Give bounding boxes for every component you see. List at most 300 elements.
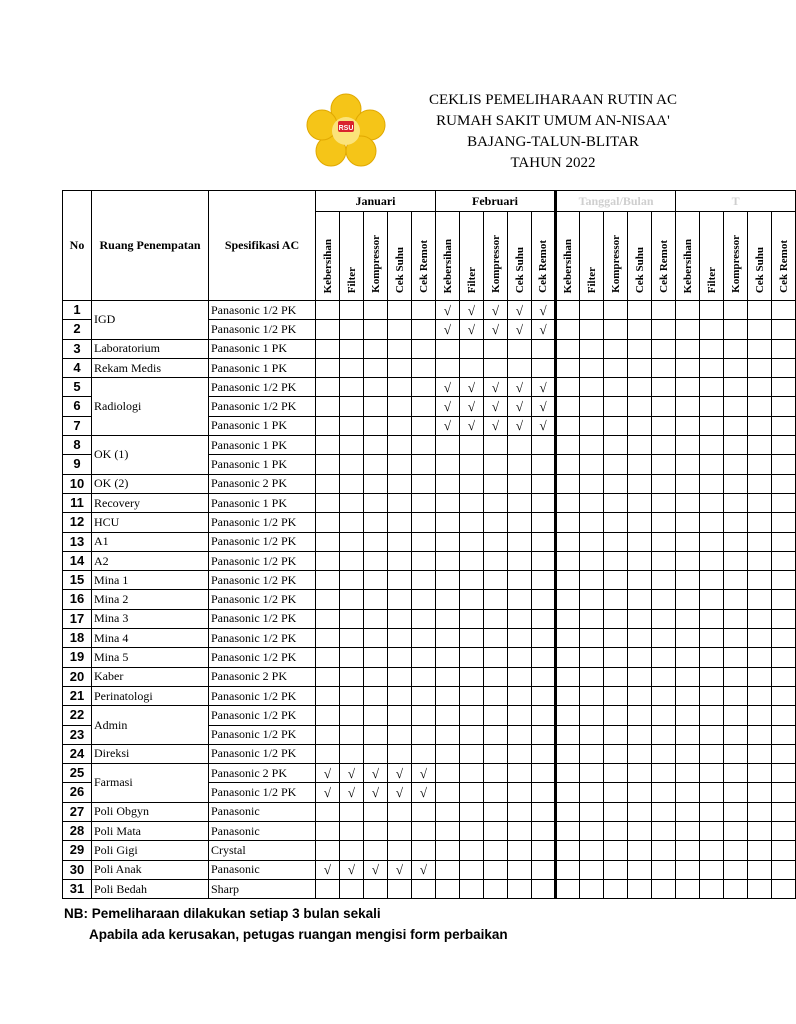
check-cell[interactable]: √	[388, 783, 412, 802]
check-cell[interactable]	[340, 706, 364, 725]
check-cell[interactable]	[604, 513, 628, 532]
check-cell[interactable]	[316, 725, 340, 744]
check-cell[interactable]: √	[412, 860, 436, 879]
check-cell[interactable]	[460, 629, 484, 648]
check-cell[interactable]	[316, 378, 340, 397]
check-cell[interactable]	[652, 416, 676, 435]
check-cell[interactable]	[484, 686, 508, 705]
check-cell[interactable]	[724, 841, 748, 860]
check-cell[interactable]	[508, 725, 532, 744]
check-cell[interactable]	[724, 744, 748, 763]
check-cell[interactable]	[580, 629, 604, 648]
check-cell[interactable]	[628, 725, 652, 744]
check-cell[interactable]	[628, 744, 652, 763]
check-cell[interactable]	[628, 551, 652, 570]
check-cell[interactable]	[508, 609, 532, 628]
check-cell[interactable]	[772, 879, 796, 898]
check-cell[interactable]	[508, 822, 532, 841]
check-cell[interactable]	[556, 822, 580, 841]
check-cell[interactable]: √	[532, 301, 556, 320]
check-cell[interactable]: √	[340, 783, 364, 802]
check-cell[interactable]	[340, 686, 364, 705]
check-cell[interactable]: √	[508, 397, 532, 416]
check-cell[interactable]	[604, 493, 628, 512]
check-cell[interactable]	[508, 474, 532, 493]
check-cell[interactable]	[556, 686, 580, 705]
check-cell[interactable]	[724, 301, 748, 320]
check-cell[interactable]	[460, 474, 484, 493]
check-cell[interactable]	[772, 436, 796, 455]
check-cell[interactable]	[724, 725, 748, 744]
check-cell[interactable]	[700, 513, 724, 532]
check-cell[interactable]	[316, 802, 340, 821]
check-cell[interactable]	[412, 455, 436, 474]
check-cell[interactable]	[580, 301, 604, 320]
check-cell[interactable]	[532, 841, 556, 860]
check-cell[interactable]	[556, 320, 580, 339]
check-cell[interactable]	[772, 706, 796, 725]
check-cell[interactable]	[436, 436, 460, 455]
check-cell[interactable]	[748, 513, 772, 532]
check-cell[interactable]	[748, 301, 772, 320]
check-cell[interactable]	[772, 667, 796, 686]
check-cell[interactable]	[700, 571, 724, 590]
check-cell[interactable]	[724, 551, 748, 570]
check-cell[interactable]	[436, 571, 460, 590]
check-cell[interactable]	[412, 474, 436, 493]
check-cell[interactable]	[604, 532, 628, 551]
check-cell[interactable]	[436, 455, 460, 474]
check-cell[interactable]	[676, 609, 700, 628]
check-cell[interactable]	[772, 686, 796, 705]
check-cell[interactable]	[316, 571, 340, 590]
check-cell[interactable]	[604, 339, 628, 358]
check-cell[interactable]	[340, 822, 364, 841]
check-cell[interactable]	[412, 378, 436, 397]
check-cell[interactable]	[316, 551, 340, 570]
check-cell[interactable]	[676, 686, 700, 705]
check-cell[interactable]	[484, 667, 508, 686]
check-cell[interactable]	[676, 648, 700, 667]
check-cell[interactable]	[556, 358, 580, 377]
check-cell[interactable]	[556, 725, 580, 744]
check-cell[interactable]	[748, 744, 772, 763]
check-cell[interactable]	[316, 493, 340, 512]
check-cell[interactable]	[340, 725, 364, 744]
check-cell[interactable]	[436, 725, 460, 744]
check-cell[interactable]	[652, 802, 676, 821]
check-cell[interactable]	[460, 648, 484, 667]
check-cell[interactable]	[388, 513, 412, 532]
check-cell[interactable]	[388, 629, 412, 648]
check-cell[interactable]	[364, 802, 388, 821]
check-cell[interactable]	[604, 455, 628, 474]
check-cell[interactable]	[484, 648, 508, 667]
check-cell[interactable]	[316, 301, 340, 320]
check-cell[interactable]	[652, 571, 676, 590]
check-cell[interactable]	[460, 783, 484, 802]
check-cell[interactable]	[532, 860, 556, 879]
check-cell[interactable]	[556, 879, 580, 898]
check-cell[interactable]	[700, 416, 724, 435]
check-cell[interactable]	[700, 744, 724, 763]
check-cell[interactable]	[724, 783, 748, 802]
check-cell[interactable]	[604, 378, 628, 397]
check-cell[interactable]	[532, 532, 556, 551]
check-cell[interactable]	[724, 378, 748, 397]
check-cell[interactable]	[580, 436, 604, 455]
check-cell[interactable]	[364, 320, 388, 339]
check-cell[interactable]	[628, 590, 652, 609]
check-cell[interactable]	[412, 339, 436, 358]
check-cell[interactable]	[508, 802, 532, 821]
check-cell[interactable]	[556, 532, 580, 551]
check-cell[interactable]	[748, 571, 772, 590]
check-cell[interactable]	[676, 397, 700, 416]
check-cell[interactable]	[532, 706, 556, 725]
check-cell[interactable]	[628, 841, 652, 860]
check-cell[interactable]	[652, 455, 676, 474]
check-cell[interactable]	[388, 416, 412, 435]
check-cell[interactable]	[556, 551, 580, 570]
check-cell[interactable]: √	[484, 301, 508, 320]
check-cell[interactable]	[412, 744, 436, 763]
check-cell[interactable]	[580, 706, 604, 725]
check-cell[interactable]	[724, 802, 748, 821]
check-cell[interactable]	[580, 590, 604, 609]
check-cell[interactable]	[700, 378, 724, 397]
check-cell[interactable]	[364, 841, 388, 860]
check-cell[interactable]	[436, 822, 460, 841]
check-cell[interactable]	[580, 358, 604, 377]
check-cell[interactable]	[724, 571, 748, 590]
check-cell[interactable]	[508, 648, 532, 667]
check-cell[interactable]	[436, 706, 460, 725]
check-cell[interactable]	[604, 629, 628, 648]
check-cell[interactable]	[484, 455, 508, 474]
check-cell[interactable]	[484, 571, 508, 590]
check-cell[interactable]	[580, 860, 604, 879]
check-cell[interactable]	[556, 802, 580, 821]
check-cell[interactable]	[604, 590, 628, 609]
check-cell[interactable]	[748, 648, 772, 667]
check-cell[interactable]	[700, 301, 724, 320]
check-cell[interactable]	[772, 416, 796, 435]
check-cell[interactable]	[364, 358, 388, 377]
check-cell[interactable]	[388, 397, 412, 416]
check-cell[interactable]	[748, 397, 772, 416]
check-cell[interactable]	[676, 320, 700, 339]
check-cell[interactable]	[652, 551, 676, 570]
check-cell[interactable]	[484, 841, 508, 860]
check-cell[interactable]	[532, 629, 556, 648]
check-cell[interactable]: √	[436, 397, 460, 416]
check-cell[interactable]	[316, 339, 340, 358]
check-cell[interactable]	[628, 822, 652, 841]
check-cell[interactable]: √	[436, 320, 460, 339]
check-cell[interactable]	[412, 609, 436, 628]
check-cell[interactable]	[604, 686, 628, 705]
check-cell[interactable]	[724, 513, 748, 532]
check-cell[interactable]	[460, 841, 484, 860]
check-cell[interactable]	[412, 802, 436, 821]
check-cell[interactable]	[436, 339, 460, 358]
check-cell[interactable]: √	[316, 764, 340, 783]
check-cell[interactable]	[772, 474, 796, 493]
check-cell[interactable]	[748, 358, 772, 377]
check-cell[interactable]	[316, 879, 340, 898]
check-cell[interactable]	[340, 667, 364, 686]
check-cell[interactable]	[460, 532, 484, 551]
check-cell[interactable]	[364, 629, 388, 648]
check-cell[interactable]	[652, 879, 676, 898]
check-cell[interactable]	[604, 841, 628, 860]
check-cell[interactable]	[652, 822, 676, 841]
check-cell[interactable]	[436, 841, 460, 860]
check-cell[interactable]	[724, 320, 748, 339]
check-cell[interactable]: √	[460, 416, 484, 435]
check-cell[interactable]	[316, 436, 340, 455]
check-cell[interactable]	[652, 532, 676, 551]
check-cell[interactable]	[532, 436, 556, 455]
check-cell[interactable]	[316, 648, 340, 667]
check-cell[interactable]	[532, 551, 556, 570]
check-cell[interactable]	[604, 744, 628, 763]
check-cell[interactable]	[772, 513, 796, 532]
check-cell[interactable]	[436, 860, 460, 879]
check-cell[interactable]	[748, 802, 772, 821]
check-cell[interactable]	[532, 744, 556, 763]
check-cell[interactable]	[460, 764, 484, 783]
check-cell[interactable]	[604, 416, 628, 435]
check-cell[interactable]	[772, 822, 796, 841]
check-cell[interactable]	[316, 706, 340, 725]
check-cell[interactable]: √	[436, 301, 460, 320]
check-cell[interactable]	[748, 493, 772, 512]
check-cell[interactable]	[676, 339, 700, 358]
check-cell[interactable]	[652, 764, 676, 783]
check-cell[interactable]	[388, 822, 412, 841]
check-cell[interactable]	[364, 686, 388, 705]
check-cell[interactable]: √	[532, 416, 556, 435]
check-cell[interactable]	[364, 339, 388, 358]
check-cell[interactable]	[676, 513, 700, 532]
check-cell[interactable]	[700, 532, 724, 551]
check-cell[interactable]	[748, 686, 772, 705]
check-cell[interactable]	[676, 416, 700, 435]
check-cell[interactable]	[724, 339, 748, 358]
check-cell[interactable]	[388, 532, 412, 551]
check-cell[interactable]: √	[532, 397, 556, 416]
check-cell[interactable]	[508, 841, 532, 860]
check-cell[interactable]	[508, 571, 532, 590]
check-cell[interactable]	[364, 474, 388, 493]
check-cell[interactable]	[436, 783, 460, 802]
check-cell[interactable]	[628, 416, 652, 435]
check-cell[interactable]	[532, 686, 556, 705]
check-cell[interactable]	[532, 571, 556, 590]
check-cell[interactable]	[316, 667, 340, 686]
check-cell[interactable]	[460, 339, 484, 358]
check-cell[interactable]	[556, 416, 580, 435]
check-cell[interactable]	[484, 436, 508, 455]
check-cell[interactable]	[364, 706, 388, 725]
check-cell[interactable]	[700, 436, 724, 455]
check-cell[interactable]	[532, 455, 556, 474]
check-cell[interactable]	[724, 455, 748, 474]
check-cell[interactable]	[700, 783, 724, 802]
check-cell[interactable]	[724, 764, 748, 783]
check-cell[interactable]	[676, 301, 700, 320]
check-cell[interactable]	[676, 706, 700, 725]
check-cell[interactable]	[580, 725, 604, 744]
check-cell[interactable]	[676, 783, 700, 802]
check-cell[interactable]	[724, 416, 748, 435]
check-cell[interactable]	[388, 725, 412, 744]
check-cell[interactable]	[460, 860, 484, 879]
check-cell[interactable]	[700, 609, 724, 628]
check-cell[interactable]: √	[508, 320, 532, 339]
check-cell[interactable]	[532, 764, 556, 783]
check-cell[interactable]	[676, 590, 700, 609]
check-cell[interactable]	[676, 822, 700, 841]
check-cell[interactable]	[340, 629, 364, 648]
check-cell[interactable]	[316, 609, 340, 628]
check-cell[interactable]	[580, 378, 604, 397]
check-cell[interactable]	[604, 860, 628, 879]
check-cell[interactable]	[484, 609, 508, 628]
check-cell[interactable]	[580, 802, 604, 821]
check-cell[interactable]	[460, 744, 484, 763]
check-cell[interactable]	[580, 532, 604, 551]
check-cell[interactable]	[628, 378, 652, 397]
check-cell[interactable]	[628, 667, 652, 686]
check-cell[interactable]	[772, 551, 796, 570]
check-cell[interactable]	[724, 609, 748, 628]
check-cell[interactable]	[460, 493, 484, 512]
check-cell[interactable]	[340, 397, 364, 416]
check-cell[interactable]	[484, 551, 508, 570]
check-cell[interactable]	[628, 320, 652, 339]
check-cell[interactable]	[484, 783, 508, 802]
check-cell[interactable]	[676, 879, 700, 898]
check-cell[interactable]	[484, 879, 508, 898]
check-cell[interactable]	[580, 841, 604, 860]
check-cell[interactable]	[556, 783, 580, 802]
check-cell[interactable]	[436, 474, 460, 493]
check-cell[interactable]	[508, 783, 532, 802]
check-cell[interactable]	[628, 436, 652, 455]
check-cell[interactable]	[580, 474, 604, 493]
check-cell[interactable]	[340, 802, 364, 821]
check-cell[interactable]: √	[508, 301, 532, 320]
check-cell[interactable]	[388, 667, 412, 686]
check-cell[interactable]	[340, 436, 364, 455]
check-cell[interactable]: √	[484, 416, 508, 435]
check-cell[interactable]	[484, 339, 508, 358]
check-cell[interactable]	[580, 764, 604, 783]
check-cell[interactable]	[652, 513, 676, 532]
check-cell[interactable]: √	[364, 860, 388, 879]
check-cell[interactable]	[556, 436, 580, 455]
check-cell[interactable]	[772, 339, 796, 358]
check-cell[interactable]	[340, 571, 364, 590]
check-cell[interactable]	[532, 493, 556, 512]
check-cell[interactable]	[460, 358, 484, 377]
check-cell[interactable]	[700, 648, 724, 667]
check-cell[interactable]	[676, 378, 700, 397]
check-cell[interactable]	[316, 590, 340, 609]
check-cell[interactable]	[388, 744, 412, 763]
check-cell[interactable]	[700, 397, 724, 416]
check-cell[interactable]: √	[340, 860, 364, 879]
check-cell[interactable]	[580, 609, 604, 628]
check-cell[interactable]	[532, 783, 556, 802]
check-cell[interactable]	[724, 397, 748, 416]
check-cell[interactable]	[772, 301, 796, 320]
check-cell[interactable]: √	[364, 783, 388, 802]
check-cell[interactable]	[436, 648, 460, 667]
check-cell[interactable]	[652, 629, 676, 648]
check-cell[interactable]	[532, 802, 556, 821]
check-cell[interactable]	[628, 513, 652, 532]
check-cell[interactable]	[676, 802, 700, 821]
check-cell[interactable]	[316, 744, 340, 763]
check-cell[interactable]	[532, 513, 556, 532]
check-cell[interactable]	[700, 860, 724, 879]
check-cell[interactable]	[532, 725, 556, 744]
check-cell[interactable]	[772, 860, 796, 879]
check-cell[interactable]	[772, 744, 796, 763]
check-cell[interactable]	[484, 358, 508, 377]
check-cell[interactable]	[412, 397, 436, 416]
check-cell[interactable]	[676, 358, 700, 377]
check-cell[interactable]	[652, 339, 676, 358]
check-cell[interactable]	[412, 301, 436, 320]
check-cell[interactable]	[508, 358, 532, 377]
check-cell[interactable]	[340, 301, 364, 320]
check-cell[interactable]	[412, 513, 436, 532]
check-cell[interactable]: √	[484, 397, 508, 416]
check-cell[interactable]	[628, 474, 652, 493]
check-cell[interactable]	[652, 358, 676, 377]
check-cell[interactable]	[508, 339, 532, 358]
check-cell[interactable]	[748, 320, 772, 339]
check-cell[interactable]	[340, 532, 364, 551]
check-cell[interactable]	[388, 301, 412, 320]
check-cell[interactable]	[484, 706, 508, 725]
check-cell[interactable]	[316, 686, 340, 705]
check-cell[interactable]	[316, 397, 340, 416]
check-cell[interactable]	[580, 744, 604, 763]
check-cell[interactable]	[652, 397, 676, 416]
check-cell[interactable]	[556, 513, 580, 532]
check-cell[interactable]	[676, 744, 700, 763]
check-cell[interactable]	[508, 879, 532, 898]
check-cell[interactable]	[364, 667, 388, 686]
check-cell[interactable]	[532, 590, 556, 609]
check-cell[interactable]	[460, 802, 484, 821]
check-cell[interactable]	[700, 841, 724, 860]
check-cell[interactable]	[700, 706, 724, 725]
check-cell[interactable]	[604, 436, 628, 455]
check-cell[interactable]	[460, 551, 484, 570]
check-cell[interactable]	[412, 358, 436, 377]
check-cell[interactable]	[508, 436, 532, 455]
check-cell[interactable]	[724, 629, 748, 648]
check-cell[interactable]	[532, 879, 556, 898]
check-cell[interactable]	[748, 455, 772, 474]
